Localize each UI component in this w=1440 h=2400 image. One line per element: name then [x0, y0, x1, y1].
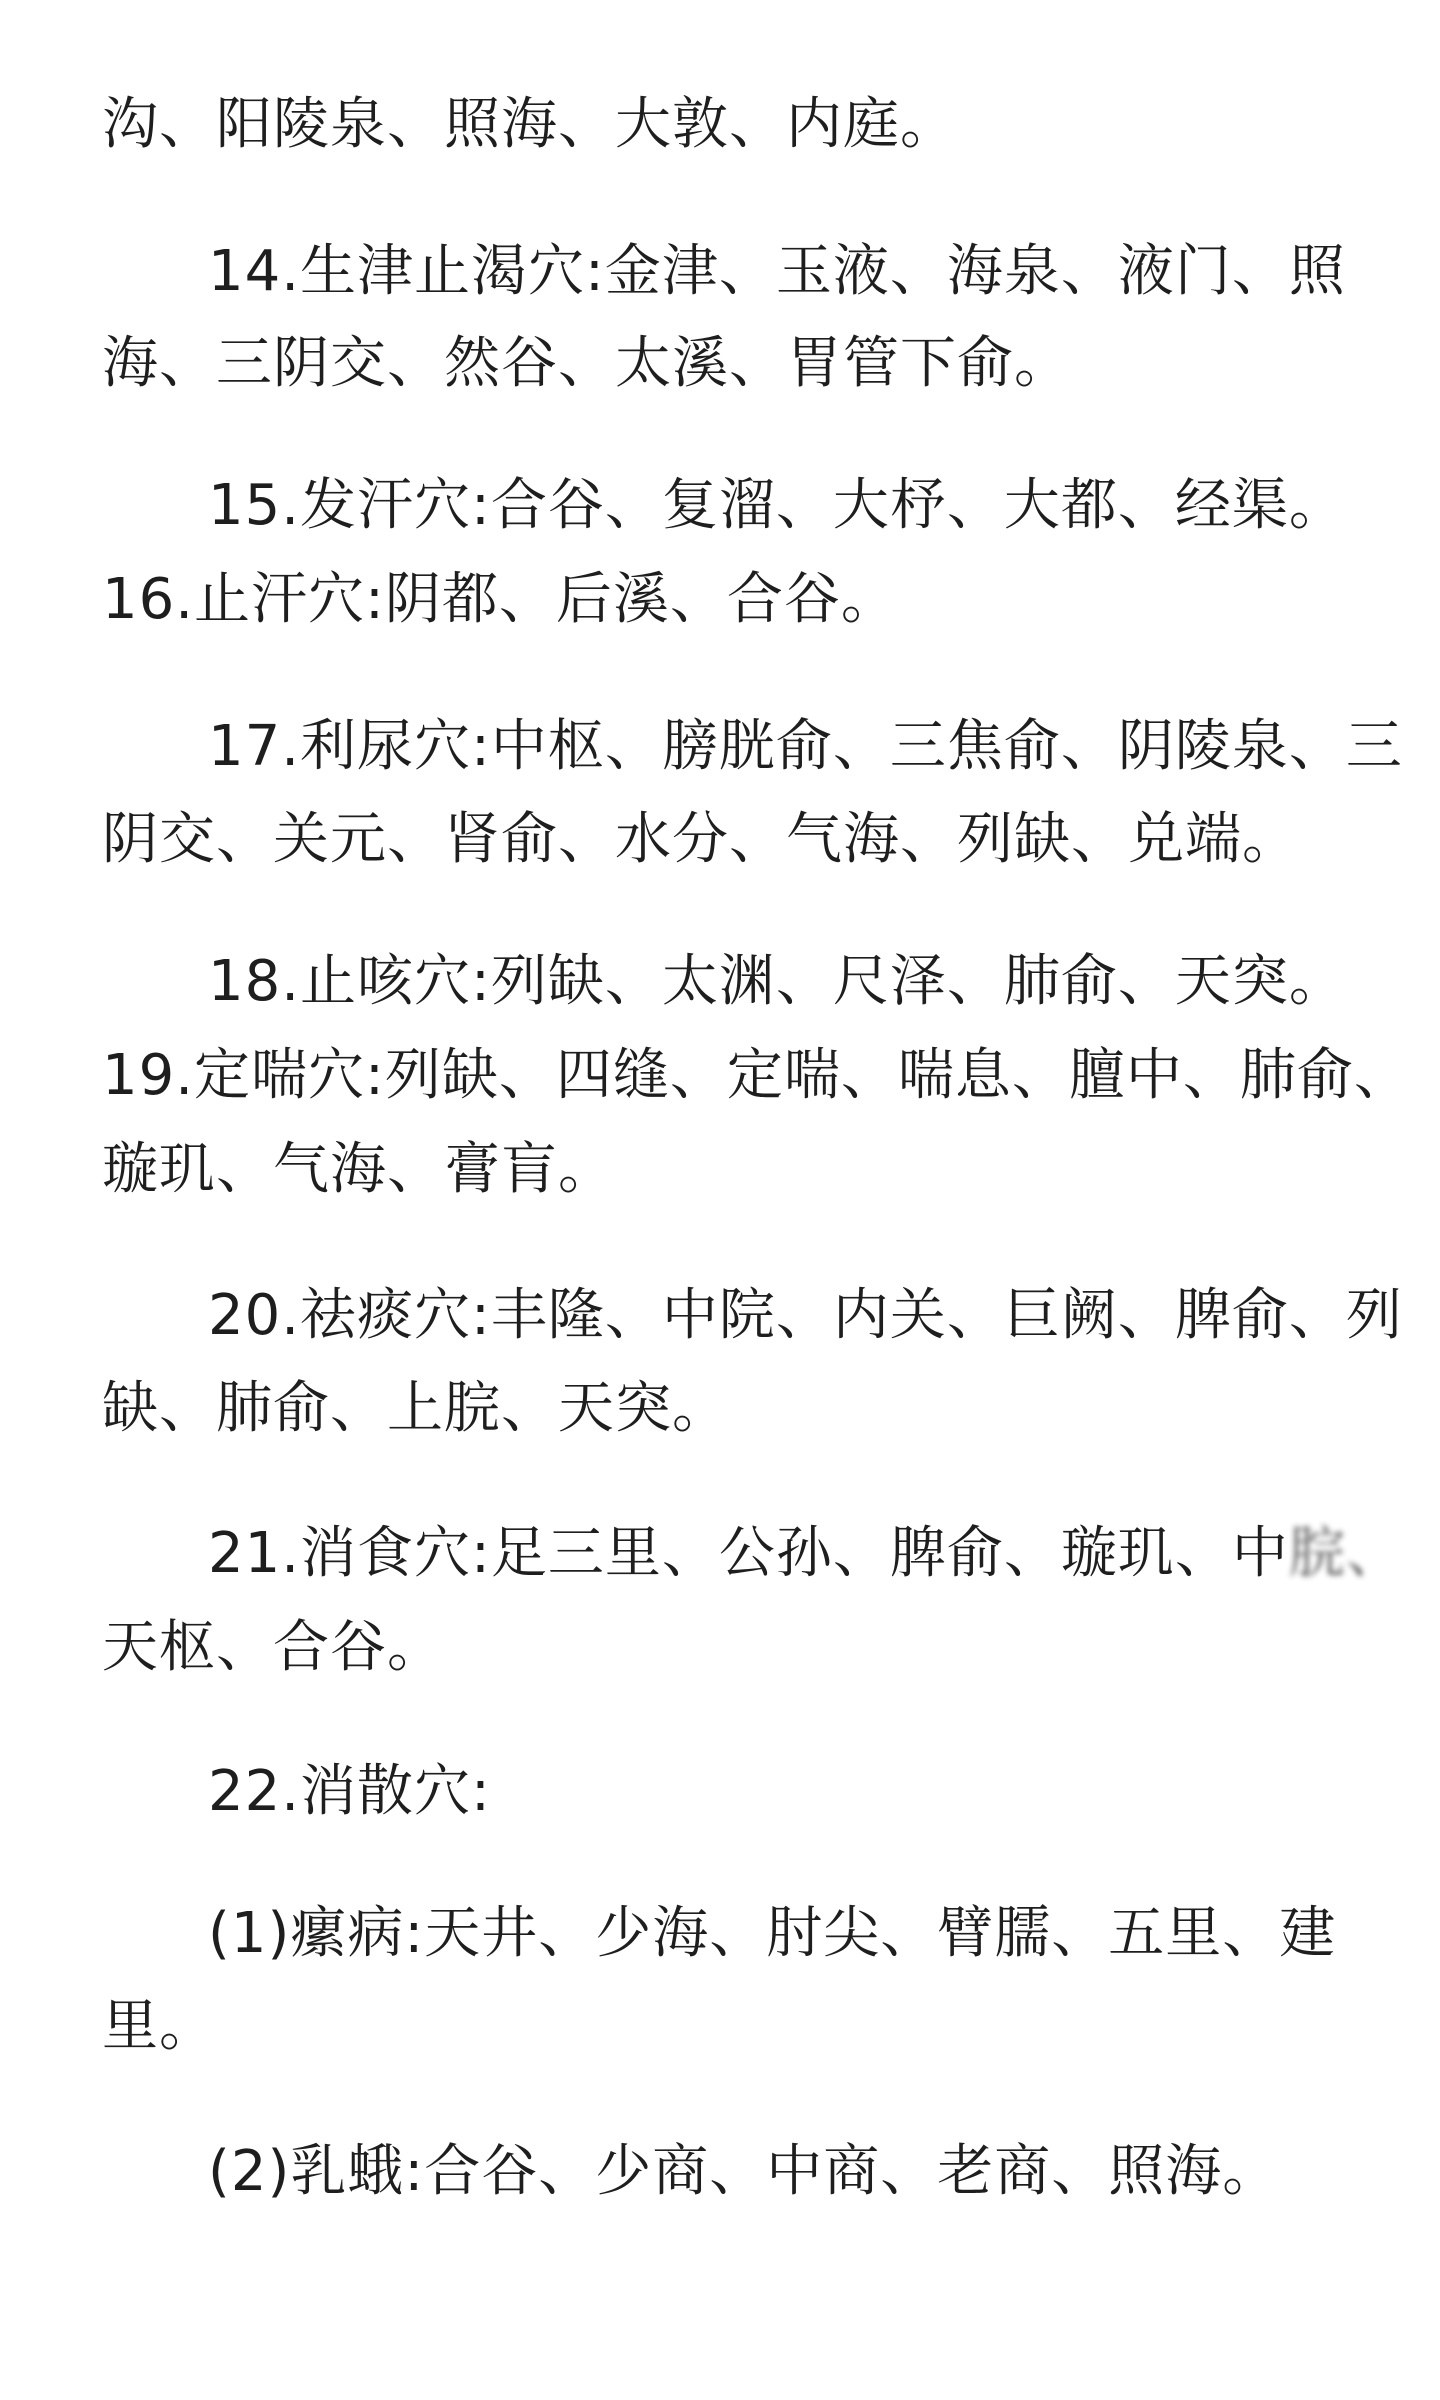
item-14-line-2: 海、三阴交、然谷、太溪、胃管下俞。 — [102, 331, 1071, 396]
item-17-line-1: 17.利尿穴:中枢、膀胱俞、三焦俞、阴陵泉、三 — [208, 714, 1403, 779]
item-21-line-1 — [208, 1514, 1403, 1594]
text-line-1: 沟、阳陵泉、照海、大敦、内庭。 — [102, 92, 957, 157]
item-20-line-2: 缺、肺俞、上脘、天突。 — [102, 1376, 729, 1441]
item-21-line-2: 天枢、合谷。 — [102, 1615, 444, 1680]
item-15: 15.发汗穴:合谷、复溜、大杼、大都、经渠。 — [208, 473, 1346, 538]
item-22-heading: 22.消散穴: — [208, 1759, 491, 1824]
item-22-1-line-2: 里。 — [102, 1994, 216, 2059]
item-19-line-1: 19.定喘穴:列缺、四缝、定喘、喘息、膻中、肺俞、 — [102, 1043, 1411, 1108]
item-18: 18.止咳穴:列缺、太渊、尺泽、肺俞、天突。 — [208, 949, 1346, 1014]
item-20-line-1: 20.祛痰穴:丰隆、中院、内关、巨阙、脾俞、列 — [208, 1283, 1403, 1348]
item-16: 16.止汗穴:阴都、后溪、合谷。 — [102, 567, 898, 632]
item-19-line-2: 璇玑、气海、膏肓。 — [102, 1137, 615, 1202]
item-17-line-2: 阴交、关元、肾俞、水分、气海、列缺、兑端。 — [102, 807, 1299, 872]
item-22-2: (2)乳蛾:合谷、少商、中商、老商、照海。 — [208, 2139, 1280, 2204]
watermark-obscured-text: 脘、 — [1288, 1521, 1403, 1586]
item-22-1-line-1: (1)瘰病:天井、少海、肘尖、臂臑、五里、建 — [208, 1901, 1337, 1966]
item-14-line-1: 14.生津止渴穴:金津、玉液、海泉、液门、照 — [208, 239, 1346, 304]
item-21-text: 21.消食穴:足三里、公孙、脾俞、璇玑、中 — [208, 1521, 1289, 1586]
